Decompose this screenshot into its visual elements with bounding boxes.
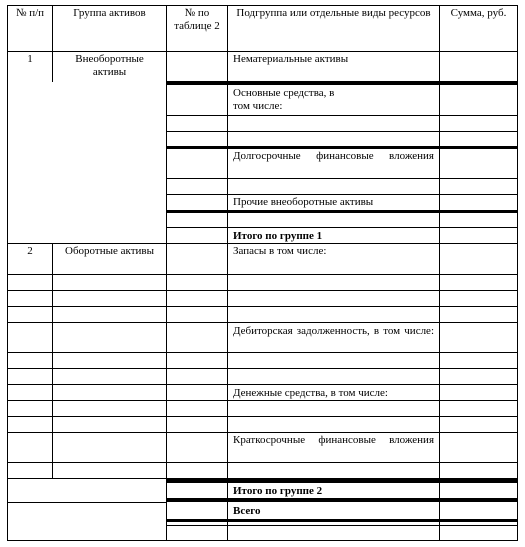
- section1-group: Внеоборотные активы: [75, 53, 144, 78]
- section2-number: 2: [27, 245, 33, 257]
- item-short-term-investments: Краткосрочные финансовые вложения: [233, 434, 434, 446]
- section1-total: Итого по группе 1: [233, 230, 323, 242]
- header-table-number: № по таблице 2: [174, 7, 220, 32]
- item-intangible-assets: Нематериальные активы: [233, 53, 349, 65]
- section1-number: 1: [27, 53, 33, 65]
- section2-total: Итого по группе 2: [233, 485, 323, 497]
- item-other-noncurrent: Прочие внеоборотные активы: [233, 196, 374, 208]
- header-row-number: № п/п: [15, 7, 45, 19]
- item-inventory: Запасы в том числе:: [233, 245, 327, 257]
- item-fixed-assets: Основные средства, в том числе:: [233, 87, 335, 112]
- header-subgroup: Подгруппа или отдельные виды ресурсов: [236, 7, 431, 19]
- item-long-term-investments: Долгосрочные финансовые вложения: [233, 150, 434, 162]
- grand-total: Всего: [233, 505, 261, 517]
- section2-group: Оборотные активы: [65, 245, 154, 257]
- item-cash: Денежные средства, в том числе:: [233, 387, 388, 399]
- header-asset-group: Группа активов: [73, 7, 146, 19]
- item-receivables: Дебиторская задолженность, в том числе:: [233, 325, 434, 337]
- header-sum: Сумма, руб.: [450, 7, 507, 19]
